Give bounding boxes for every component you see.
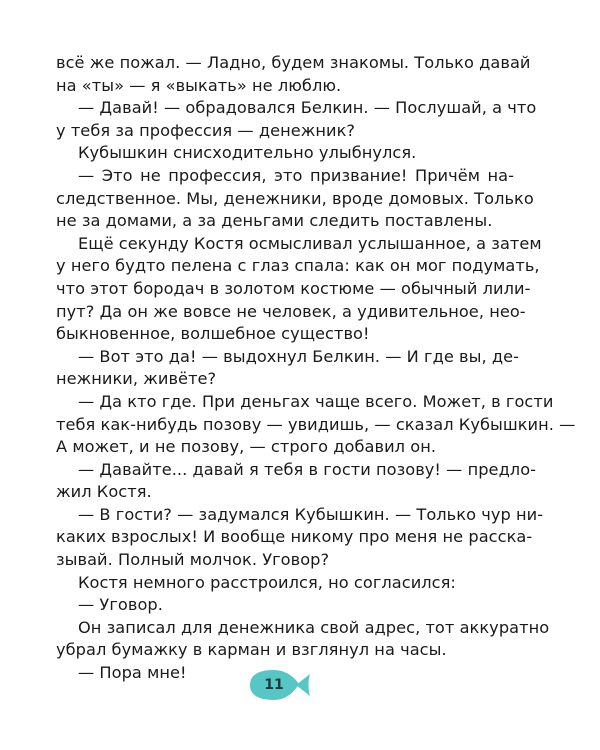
text-line: Ещё секунду Костя осмысливал услышанное, а затем (78, 233, 542, 253)
text-line: А может, и не позову, — строго добавил он. (56, 437, 437, 457)
text-line: — Пора мне! (78, 663, 187, 683)
text-line: всё же пожал. — Ладно, будем знакомы. Только давай (56, 53, 531, 72)
text-line: убрал бумажку в карман и взглянул на часы. (56, 640, 447, 660)
text-line: Он записал для денежника свой адрес, тот аккуратно (78, 617, 550, 637)
text-line: тебя как-нибудь позову — увидишь, — сказал Кубышкин. — (56, 414, 576, 434)
text-line: жил Костя. (56, 482, 152, 502)
body-text (56, 52, 576, 685)
page-number: 11 (264, 677, 284, 693)
text-line: — Давайте... давай я тебя в гости позову! — предло- (78, 459, 537, 479)
text-line: быкновенное, волшебное существо! (56, 324, 370, 344)
text-line: каких взрослых! И вообще никому про меня не расска- (56, 527, 533, 547)
text-line: у тебя за профессия — денежник? (56, 120, 356, 140)
text-line: пут? Да он же вовсе не человек, а удивительное, нео- (56, 301, 526, 321)
text-line: зывай. Полный молчок. Уговор? (56, 550, 330, 570)
text-line: нежники, живёте? (56, 369, 217, 389)
text-line: Костя немного расстроился, но согласился: (78, 572, 456, 592)
text-line: не за домами, а за деньгами следить поставлены. (56, 211, 493, 231)
text-line: — Давай! — обрадовался Белкин. — Послушай, а что (78, 98, 537, 118)
text-line: — В гости? — задумался Кубышкин. — Только чур ни- (78, 504, 544, 524)
text-line: — Уговор. (78, 595, 163, 615)
text-line: — Это не профессия, это призвание! Причём на- (78, 165, 514, 185)
text-line: следственное. Мы, денежники, вроде домовых. Только (56, 188, 534, 208)
fish-tail-shape (296, 674, 310, 696)
text-line: на «ты» — я «выкать» не люблю. (56, 75, 342, 95)
text-line: — Вот это да! — выдохнул Белкин. — И где вы, де- (78, 346, 519, 366)
text-line: у него будто пелена с глаз спала: как он мог подумать, (56, 256, 540, 276)
text-line: что этот бородач в золотом костюме — обычный лили- (56, 278, 531, 298)
page-number-badge (246, 668, 316, 702)
text-line: — Да кто где. При деньгах чаще всего. Может, в гости (78, 391, 554, 411)
text-line: Кубышкин снисходительно улыбнулся. (78, 143, 417, 163)
